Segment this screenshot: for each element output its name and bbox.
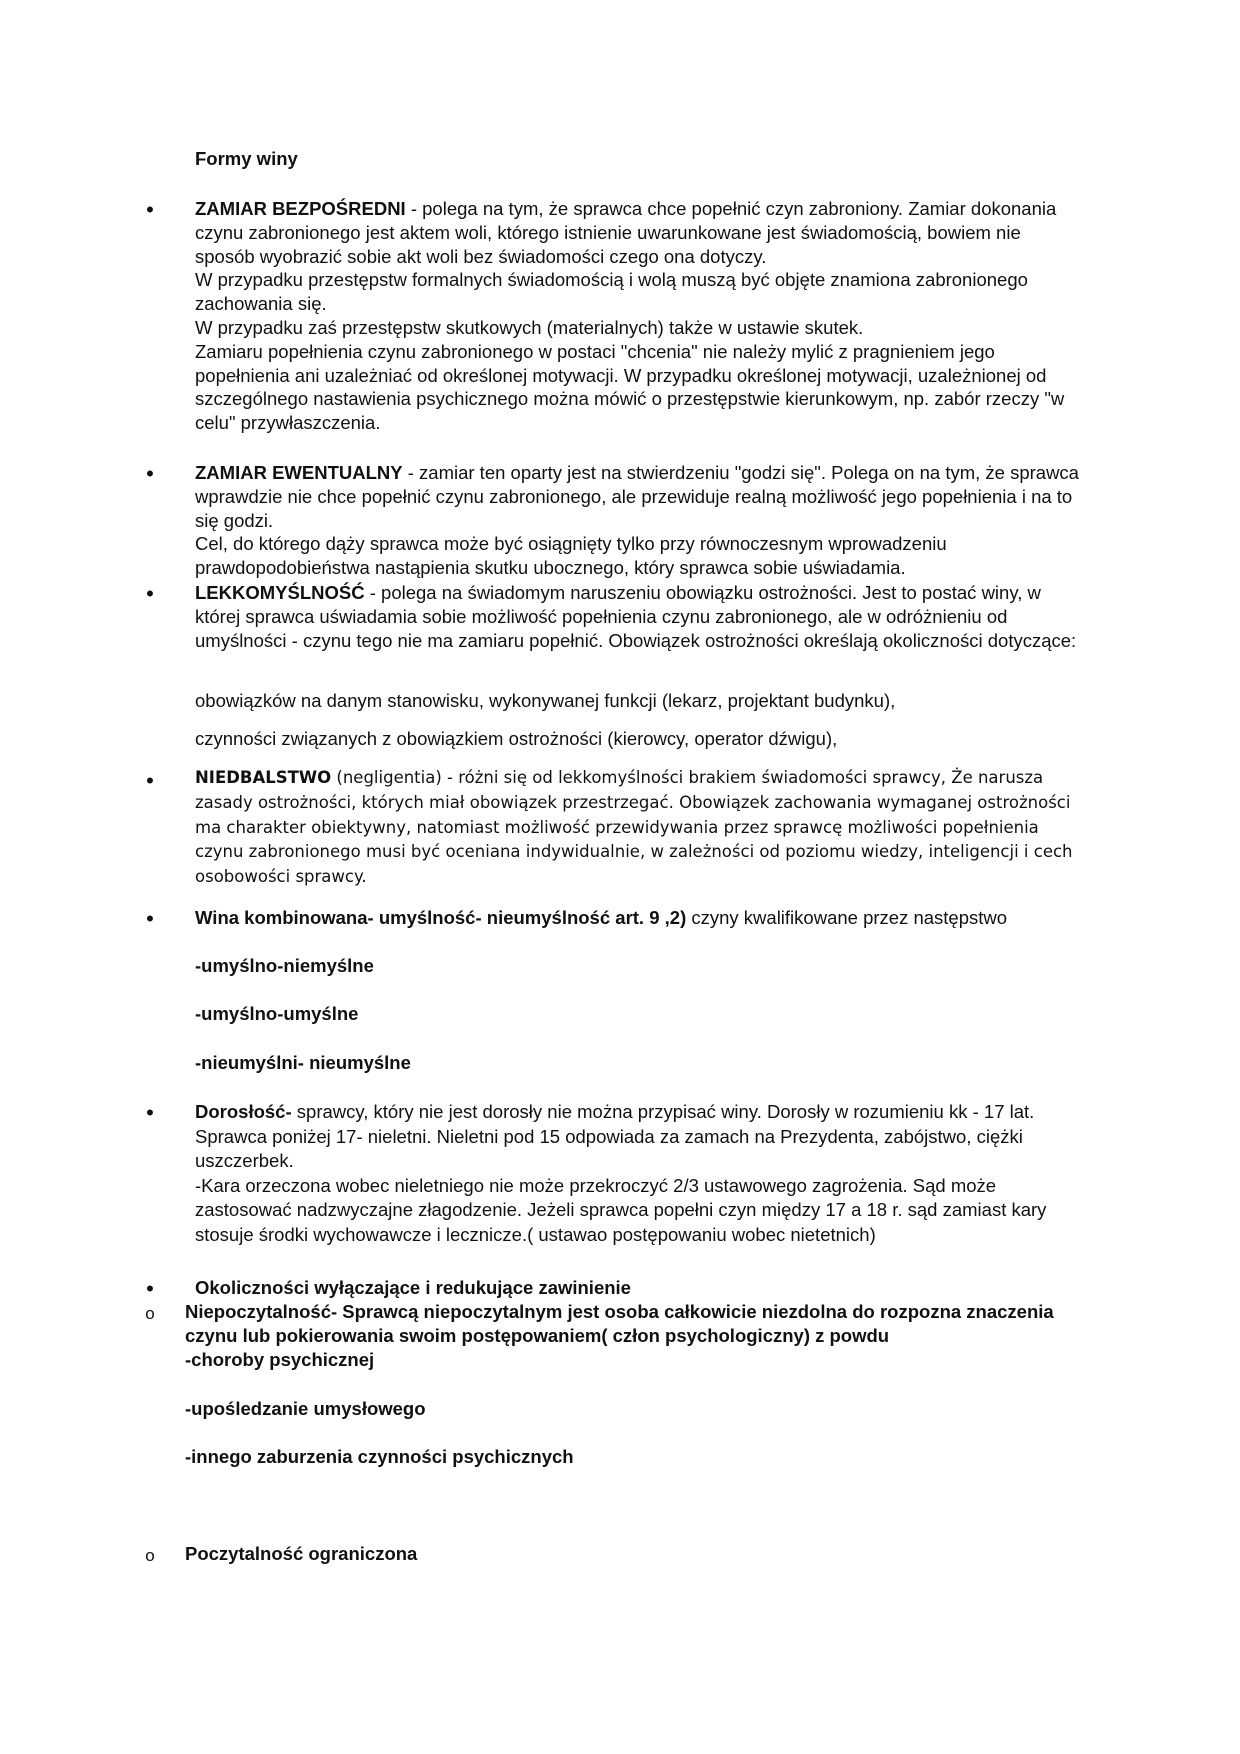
niepoczytalnosc-item: -upośledzanie umysłowego xyxy=(185,1398,426,1419)
paragraph: (negligentia) - różni się od lekkomyślności brakiem świadomości sprawcy, Że narusza zasady ostrożności, których miał obowiązek przestrzegać. Obowiązek zachowania wymaganej ostrożności ma charakter obiektywny, natomiast możliwość przewidywania przez sprawcę możliwości popełnienia czynu zabronionego musi być oceniana indywidualnie, w zależności od poziomu wiedzy, inteligencji i cech osobowości sprawcy. xyxy=(195,768,1073,887)
paragraph: Niepoczytalność- Sprawcą niepoczytalnym jest osoba całkowicie niezdolna do rozpozna znaczenia czynu lub pokierowania swoim postępowaniem( człon psychologiczny) z powdu xyxy=(185,1301,1054,1346)
paragraph: W przypadku przestępstw formalnych świadomością i wolą muszą być objęte znamiona zabronionego zachowania się. xyxy=(195,269,1028,315)
lekkomyslnosc-item: czynności związanych z obowiązkiem ostrożności (kierowcy, operator dźwigu), xyxy=(195,728,838,749)
niepoczytalnosc-item: -choroby psychicznej xyxy=(185,1349,375,1370)
wina-item: -umyślno-umyślne xyxy=(195,1003,359,1024)
niepoczytalnosc-item: -innego zaburzenia czynności psychicznych xyxy=(185,1446,574,1467)
section-zamiar-bezposredni xyxy=(195,197,1085,435)
paragraph: -Kara orzeczona wobec nieletniego nie może przekroczyć 2/3 ustawowego zagrożenia. Sąd może zastosować nadzwyczajne złagodzenie. Jeżeli sprawca popełni czyn między 17 a 18 r. sąd zamiast kary stosuje środki wychowawcze i lecznicze.( ustawao postępowaniu wobec nietetnich) xyxy=(195,1174,1047,1245)
circle-bullet-icon xyxy=(144,1301,156,1326)
section-niedbalstwo xyxy=(195,766,1085,890)
term-lekkomyslnosc: LEKKOMYŚLNOŚĆ xyxy=(195,582,365,603)
paragraph: - polega na tym, że sprawca chce popełnić czyn zabroniony. Zamiar dokonania czynu zabronionego jest aktem woli, którego istnienie uwarunkowane jest świadomością, bowiem nie sposób wyobrazić sobie akt woli bez świadomości czego ona dotyczy. xyxy=(195,198,1057,267)
wina-item: -nieumyślni- nieumyślne xyxy=(195,1052,411,1073)
bullet-icon xyxy=(144,907,156,932)
bullet-icon xyxy=(144,198,156,223)
section-wina-kombinowana xyxy=(195,906,1085,930)
paragraph: - zamiar ten oparty jest na stwierdzeniu "godzi się". Polega on na tym, że sprawca wprawdzie nie chce popełnić czynu zabronionego, ale przewiduje realną możliwość jego popełnienia i na to się godzi. xyxy=(195,462,1079,531)
circle-bullet-icon xyxy=(144,1543,156,1568)
section-poczytalnosc: Poczytalność ograniczona xyxy=(185,1543,418,1564)
paragraph: W przypadku zaś przestępstw skutkowych (materialnych) także w ustawie skutek. xyxy=(195,316,864,338)
section-niepoczytalnosc xyxy=(185,1300,1085,1348)
term-doroslosc: Dorosłość- xyxy=(195,1101,292,1122)
paragraph: Cel, do którego dąży sprawca może być osiągnięty tylko przy równoczesnym wprowadzeniu prawdopodobieństwa nastąpienia skutku ubocznego, który sprawca sobie uświadamia. xyxy=(195,533,947,579)
term-zamiar-ewentualny: ZAMIAR EWENTUALNY xyxy=(195,462,403,483)
paragraph: sprawcy, który nie jest dorosły nie można przypisać winy. Dorosły w rozumieniu kk - 17 lat. Sprawca poniżej 17- nieletni. Nieletni pod 15 odpowiada za zamach na Prezydenta, zabójstwo, ciężki uszczerbek. xyxy=(195,1101,1035,1171)
section-doroslosc xyxy=(195,1100,1085,1247)
document-title: Formy winy xyxy=(195,148,298,169)
section-okolicznosci: Okoliczności wyłączające i redukujące zawinienie xyxy=(195,1277,631,1298)
wina-item: -umyślno-niemyślne xyxy=(195,955,374,976)
term-niedbalstwo: NIEDBALSTWO xyxy=(195,768,332,787)
paragraph: czyny kwalifikowane przez następstwo xyxy=(686,907,1008,928)
section-lekkomyslnosc xyxy=(195,581,1085,652)
lekkomyslnosc-item: obowiązków na danym stanowisku, wykonywanej funkcji (lekarz, projektant budynku), xyxy=(195,690,896,711)
bullet-icon xyxy=(144,1101,156,1126)
paragraph: Zamiaru popełnienia czynu zabronionego w postaci "chcenia" nie należy mylić z pragnieniem jego popełnienia ani uzależniać od określonej motywacji. W przypadku określonej motywacji, uzależnionej od szczególnego nastawienia psychicznego można mówić o przestępstwie kierunkowym, np. zabór rzeczy "w celu" przywłaszczenia. xyxy=(195,340,1065,434)
term-wina-kombinowana: Wina kombinowana- umyślność- nieumyślność art. 9 ,2) xyxy=(195,907,687,928)
bullet-icon xyxy=(144,1277,156,1302)
bullet-icon xyxy=(144,769,156,794)
section-zamiar-ewentualny xyxy=(195,461,1085,580)
bullet-icon xyxy=(144,462,156,487)
term-zamiar-bezposredni: ZAMIAR BEZPOŚREDNI xyxy=(195,198,406,219)
paragraph: - polega na świadomym naruszeniu obowiązku ostrożności. Jest to postać winy, w której sprawca uświadamia sobie możliwość popełnienia czynu zabronionego, ale w odróżnieniu od umyślności - czynu tego nie ma zamiaru popełnić. Obowiązek ostrożności określają okoliczności dotyczące: xyxy=(195,582,1077,651)
bullet-icon xyxy=(144,582,156,607)
